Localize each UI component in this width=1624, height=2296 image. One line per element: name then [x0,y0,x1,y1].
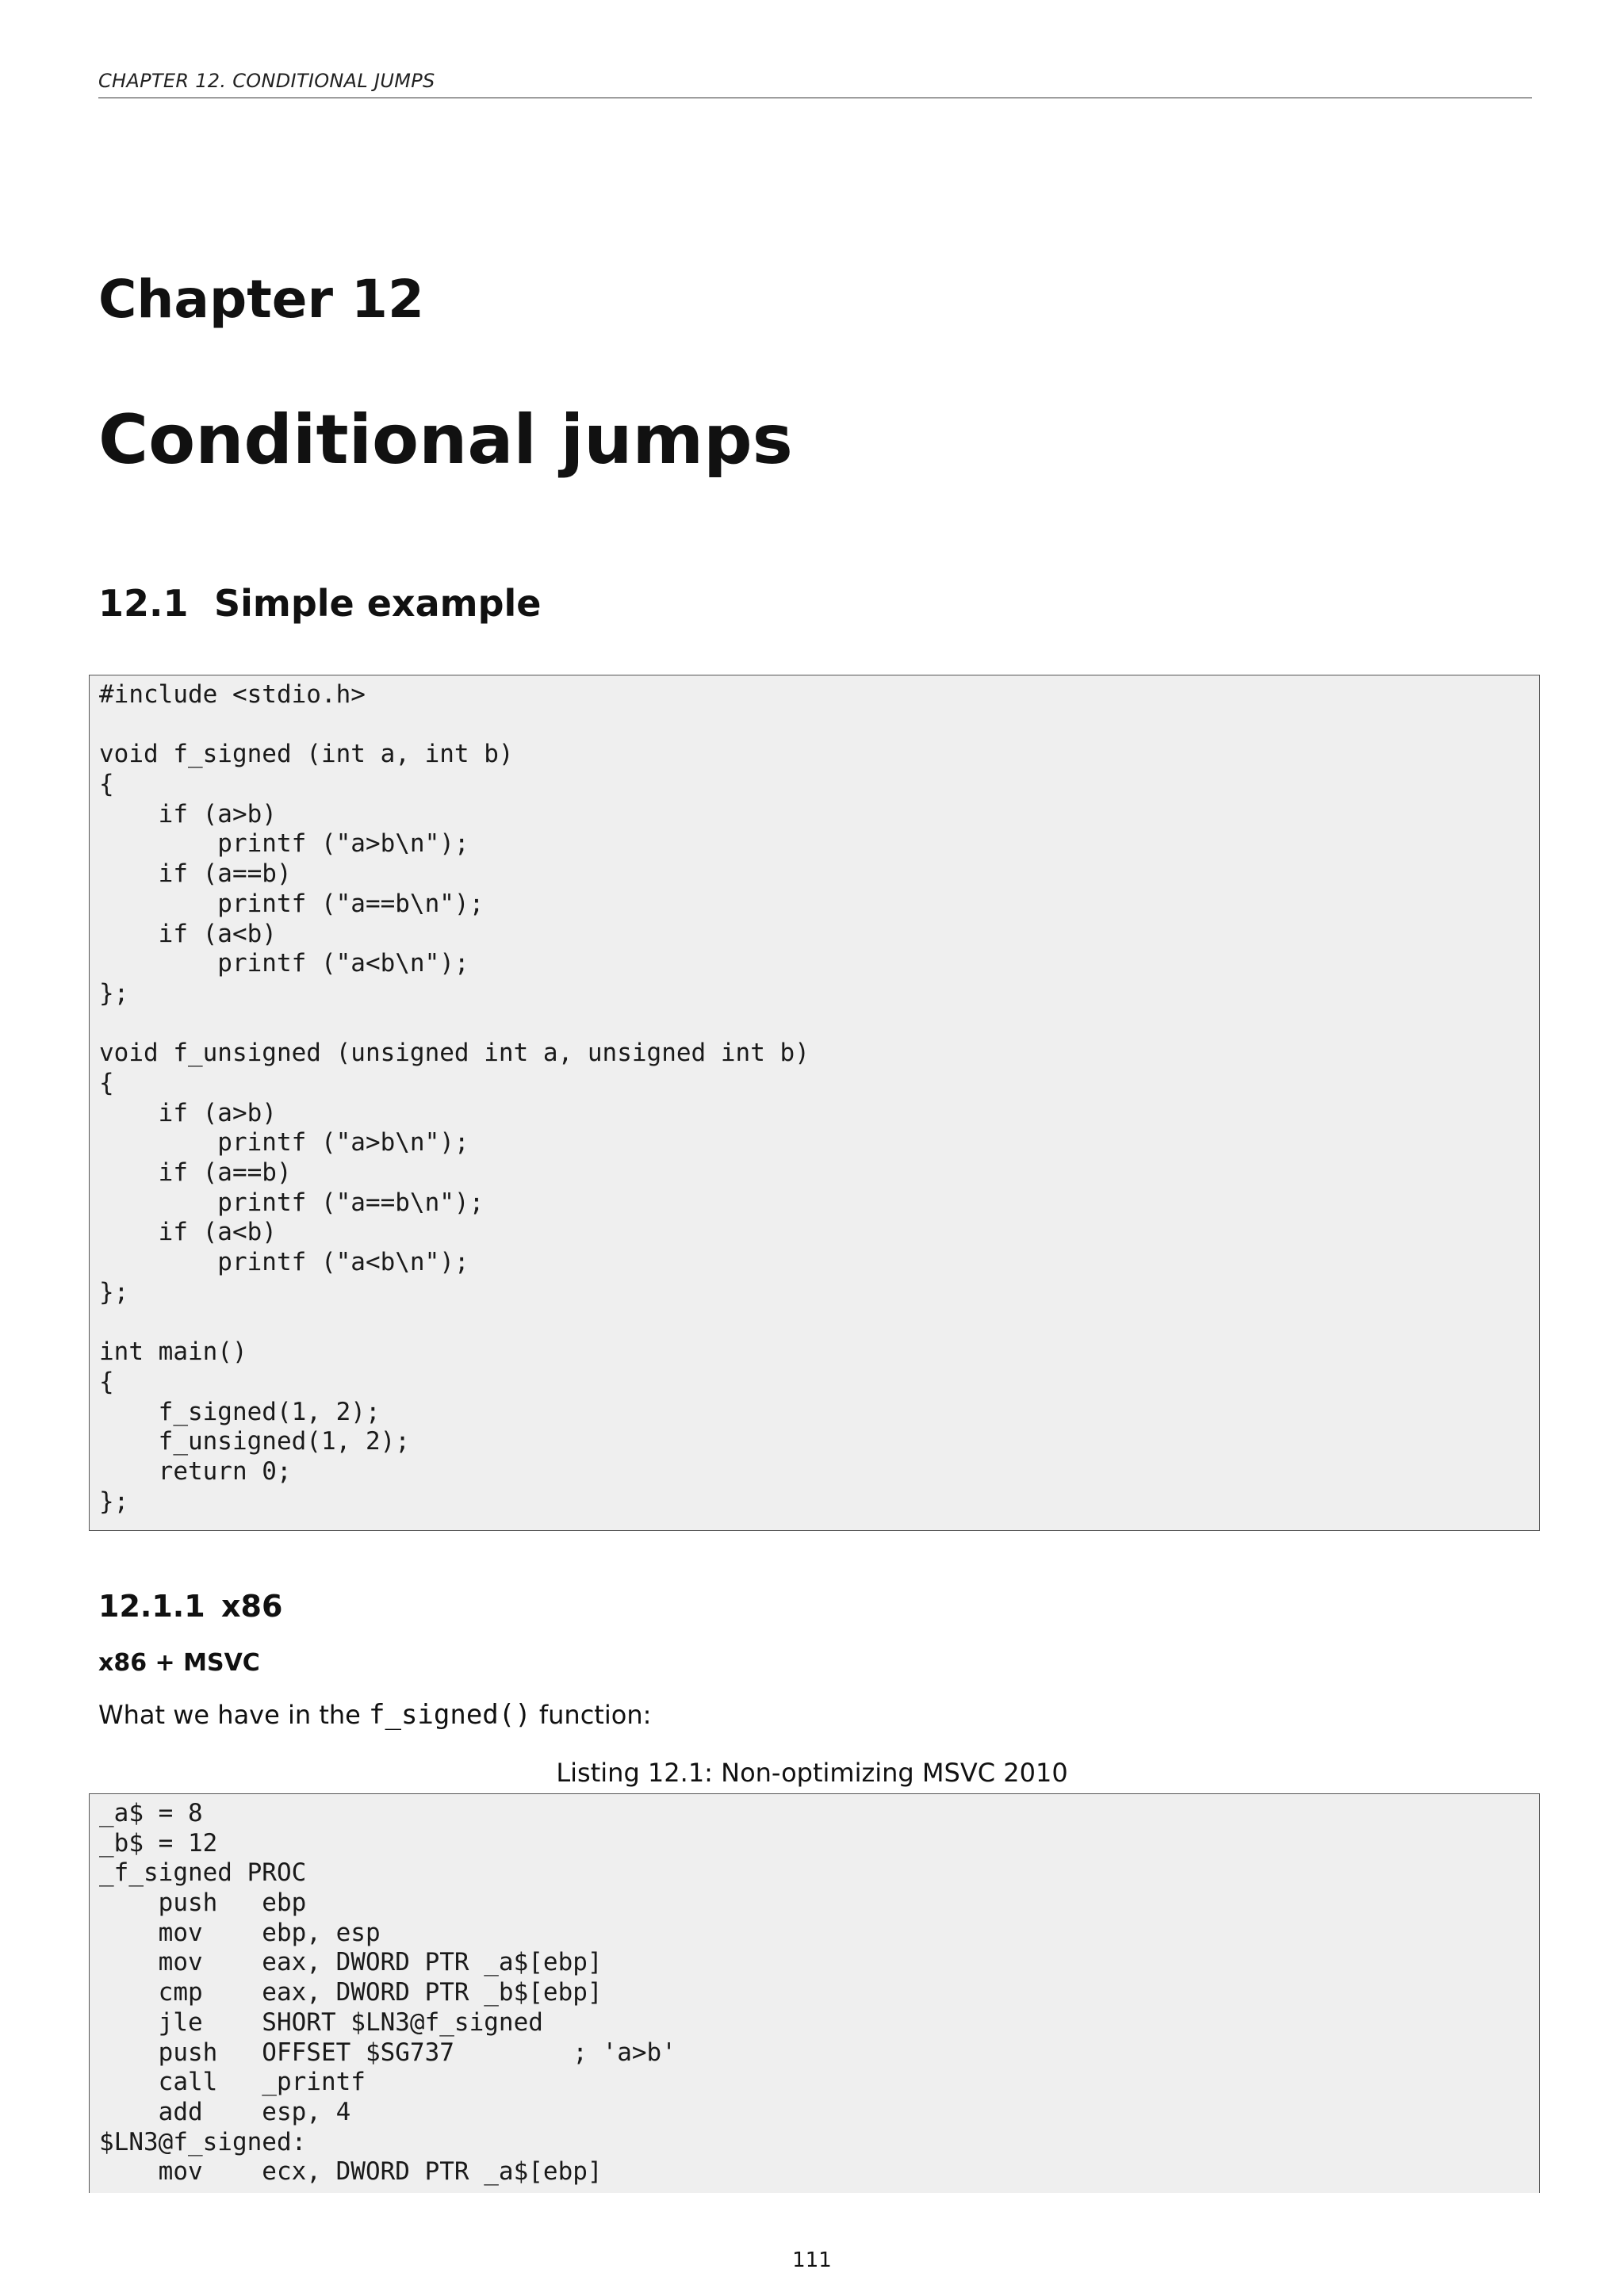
code-line: if (a<b) [99,1218,277,1247]
code-line: cmp eax, DWORD PTR _b$[ebp] [99,1978,603,2007]
code-line: push OFFSET $SG737 ; 'a>b' [99,2038,676,2067]
code-line: mov ecx, DWORD PTR _a$[ebp] [99,2157,603,2187]
code-line [99,1009,1539,1039]
body-paragraph [98,1699,652,1731]
code-line: call _printf [99,2068,366,2097]
inline-code: f_signed() [369,1699,531,1731]
code-line: }; [99,1487,129,1516]
code-line: int main() [99,1337,247,1367]
code-line: _b$ = 12 [99,1828,218,1858]
code-line: if (a>b) [99,1098,277,1127]
code-listing-c-source [89,675,1540,1531]
section-number: 12.1 [98,582,189,625]
code-line: mov ebp, esp [99,1918,381,1947]
code-line: void f_signed (int a, int b) [99,740,514,769]
code-line: if (a<b) [99,919,277,948]
body-text-after: function: [530,1700,652,1730]
code-line: if (a>b) [99,799,277,828]
code-line: $LN3@f_signed: [99,2127,307,2156]
code-line: if (a==b) [99,1158,292,1187]
code-line: void f_unsigned (unsigned int a, unsigned int b) [99,1039,810,1068]
code-line: }; [99,1277,129,1307]
chapter-label: Chapter 12 [98,269,424,330]
code-line: printf ("a==b\n"); [99,1188,485,1217]
code-line: printf ("a<b\n"); [99,949,469,978]
code-line [99,710,1539,740]
code-line: f_signed(1, 2); [99,1397,381,1426]
paragraph-heading: x86 + MSVC [98,1649,260,1677]
code-line: { [99,770,114,799]
section-title: Simple example [214,582,542,625]
subsection-number: 12.1.1 [98,1589,205,1624]
page-number: 111 [792,2248,832,2272]
subsection-title: x86 [221,1589,283,1624]
subsection-heading [98,1589,283,1624]
running-head: CHAPTER 12. CONDITIONAL JUMPS [98,70,435,92]
code-line [99,1307,1539,1337]
listing-caption: Listing 12.1: Non-optimizing MSVC 2010 [556,1758,1068,1788]
code-line: add esp, 4 [99,2097,351,2126]
chapter-title: Conditional jumps [98,400,793,480]
code-line: _f_signed PROC [99,1858,307,1888]
code-line: f_unsigned(1, 2); [99,1427,410,1456]
code-listing-msvc-assembly [89,1793,1540,2193]
code-line: printf ("a<b\n"); [99,1248,469,1277]
code-line: printf ("a>b\n"); [99,829,469,859]
code-line: }; [99,978,129,1008]
code-line: { [99,1367,114,1396]
code-line: if (a==b) [99,859,292,889]
code-line: #include <stdio.h> [99,680,366,709]
code-line: jle SHORT $LN3@f_signed [99,2007,543,2037]
code-line: mov eax, DWORD PTR _a$[ebp] [99,1948,603,1977]
body-text-before: What we have in the [98,1700,369,1730]
code-line: printf ("a==b\n"); [99,889,485,918]
section-heading [98,582,542,625]
code-line: printf ("a>b\n"); [99,1128,469,1158]
code-line: return 0; [99,1456,292,1486]
code-line: push ebp [99,1888,307,1918]
code-line: _a$ = 8 [99,1799,203,1827]
code-line: { [99,1068,114,1097]
